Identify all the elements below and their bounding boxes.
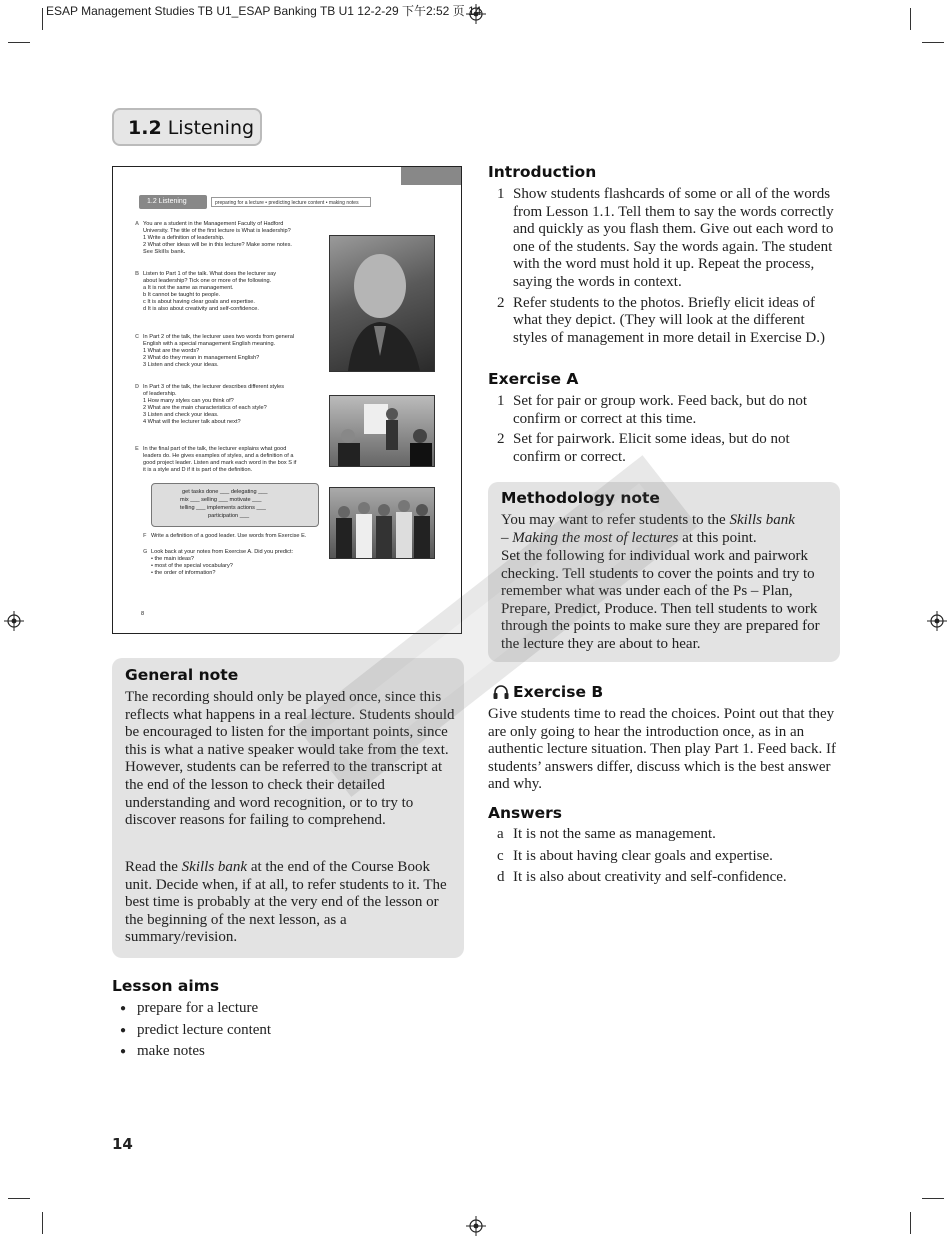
section-tab [112,108,262,146]
introduction-list [488,186,836,347]
answers-heading: Answers [488,804,562,822]
thumb-block-D: D In Part 3 of the talk, the lecturer describes different styles of leadership. 1 How many styles can you think of? 2 What are the main characteristics of each style? 3 Listen and check your ideas. 4 What will the lecturer talk about next? [135,384,285,425]
list-item: d It is also about creativity and self-confidence. [497,869,787,886]
section-number: 1.2 [128,117,162,139]
list-item: 2 Set for pairwork. Elicit some ideas, but do not confirm or correct. [497,431,790,465]
general-note-para1: The recording should only be played once, since this reflects what happens in a real lecture. Students should be encouraged to listen for the important points, since this is what a native speaker would take from the text. However, students can be referred to the transcript at the end of the lesson to check their detailed understanding and word recognition, or to try to discover reasons for failing to comprehend. [125,689,455,829]
registration-mark-icon [4,611,24,631]
crop-mark [42,8,43,30]
thumb-block-E: E In the final part of the talk, the lecturer explains what good leaders do. He gives examples of styles, and a definition of a good project leader. Listen and mark each word in the box S if it is a style and D if it is part of the definition. [135,446,297,473]
photo-presentation [329,395,435,467]
list-item: a It is not the same as management. [497,826,716,842]
lesson-aims-list [112,998,452,1063]
list-item: c It is about having clear goals and expertise. [497,847,773,864]
crop-mark [42,1212,43,1234]
thumb-block-F: F Write a definition of a good leader. Use words from Exercise E. [143,533,307,539]
list-item: 1 Show students flashcards of some or all of the words from Lesson 1.1. Tell them to say the words correctly and quickly as you flash them. Give out each word to one of the students. Say the words again. The student with the word must hold it up. Repeat the process, saying the words in context. [497,186,834,290]
exercise-a-list [488,393,836,466]
headphones-icon [492,683,510,701]
thumb-block-C: C In Part 2 of the talk, the lecturer uses two words from general English with a special management English meaning. 1 What are the words? 2 What do they mean in management English? 3 Listen and check your ideas. [135,334,295,368]
photo-leader-portrait [329,235,435,372]
crop-mark [922,42,944,43]
methodology-note-para: Set the following for individual work and pairwork checking. Tell students to cover the points and try to remember what was under each of the Ps – Plan, Prepare, Predict, Produce. Then tell students to work through the points to make sure they are prepared for the lecture they are about to hear. [501,548,820,652]
introduction-heading: Introduction [488,163,597,181]
page-number: 14 [112,1135,133,1153]
methodology-note-heading: Methodology note [501,489,660,507]
course-book-thumbnail [112,166,462,634]
thumb-page-number: 8 [141,611,145,617]
answers-list [488,826,836,887]
list-item: ● prepare for a lecture [112,998,452,1020]
crop-mark [8,42,30,43]
registration-mark-icon [466,1216,486,1236]
list-item: 1 Set for pair or group work. Feed back, but do not confirm or correct at this time. [497,393,808,427]
methodology-note-line1: You may want to refer students to the Skills bank [501,512,795,528]
thumb-tab-subtitle: preparing for a lecture • predicting lecture content • making notes [211,197,371,207]
crop-mark [922,1198,944,1199]
crop-mark [910,1212,911,1234]
exercise-b-heading: Exercise B [513,683,604,701]
registration-mark-icon [927,611,947,631]
general-note-para2: Read the Skills bank at the end of the Course Book unit. Decide when, if at all, to refer students to it. The best time is probably at the very end of the lesson or the beginning of the next lesson, as a summary/revision. [125,859,447,946]
print-header: ESAP Management Studies TB U1_ESAP Banking TB U1 12-2-29 下午2:52 页 14 [46,4,482,18]
thumb-block-B: B Listen to Part 1 of the talk. What does the lecturer say about leadership? Tick one or more of the following. a It is not the same as management. b It cannot be taught to people. c It is about having clear goals and expertise. d It is also about creativity and self-confidence. [135,271,277,312]
crop-mark [8,1198,30,1199]
lesson-aims-heading: Lesson aims [112,977,220,995]
thumb-block-A: A You are a student in the Management Faculty of Hadford University. The title of the first lecture is What is leadership? 1 Write a definition of leadership. 2 What other ideas will be in this lecture? Make some notes. See Skills bank. [135,221,292,255]
general-note-heading: General note [125,666,239,684]
list-item: 2 Refer students to the photos. Briefly elicit ideas of what they depict. (They will look at the different styles of management in more detail in Exercise D.) [497,294,825,346]
list-item: ● make notes [112,1041,452,1063]
methodology-note-line2: – Making the most of lectures at this point. [501,530,757,546]
thumb-tab: 1.2 Listening [139,195,207,209]
crop-mark [910,8,911,30]
list-item: ● predict lecture content [112,1020,452,1042]
exercise-a-heading: Exercise A [488,370,579,388]
exercise-b-text: Give students time to read the choices. Point out that they are only going to hear the introduction once, as in an authentic lecture situation. Then play Part 1. Feed back. If students’ answers differ, discuss which is the best answer and why. [488,706,836,793]
thumb-block-G: G Look back at your notes from Exercise A. Did you predict: • the main ideas? • most of the special vocabulary? • the order of information? [143,549,294,576]
section-title: Listening [167,117,255,139]
thumb-word-box: get tasks done ___ delegating ___ mix ___ selling ___ motivate ___ telling ___ implements actions ___ participation ___ [151,483,319,527]
photo-team-meeting [329,487,435,559]
